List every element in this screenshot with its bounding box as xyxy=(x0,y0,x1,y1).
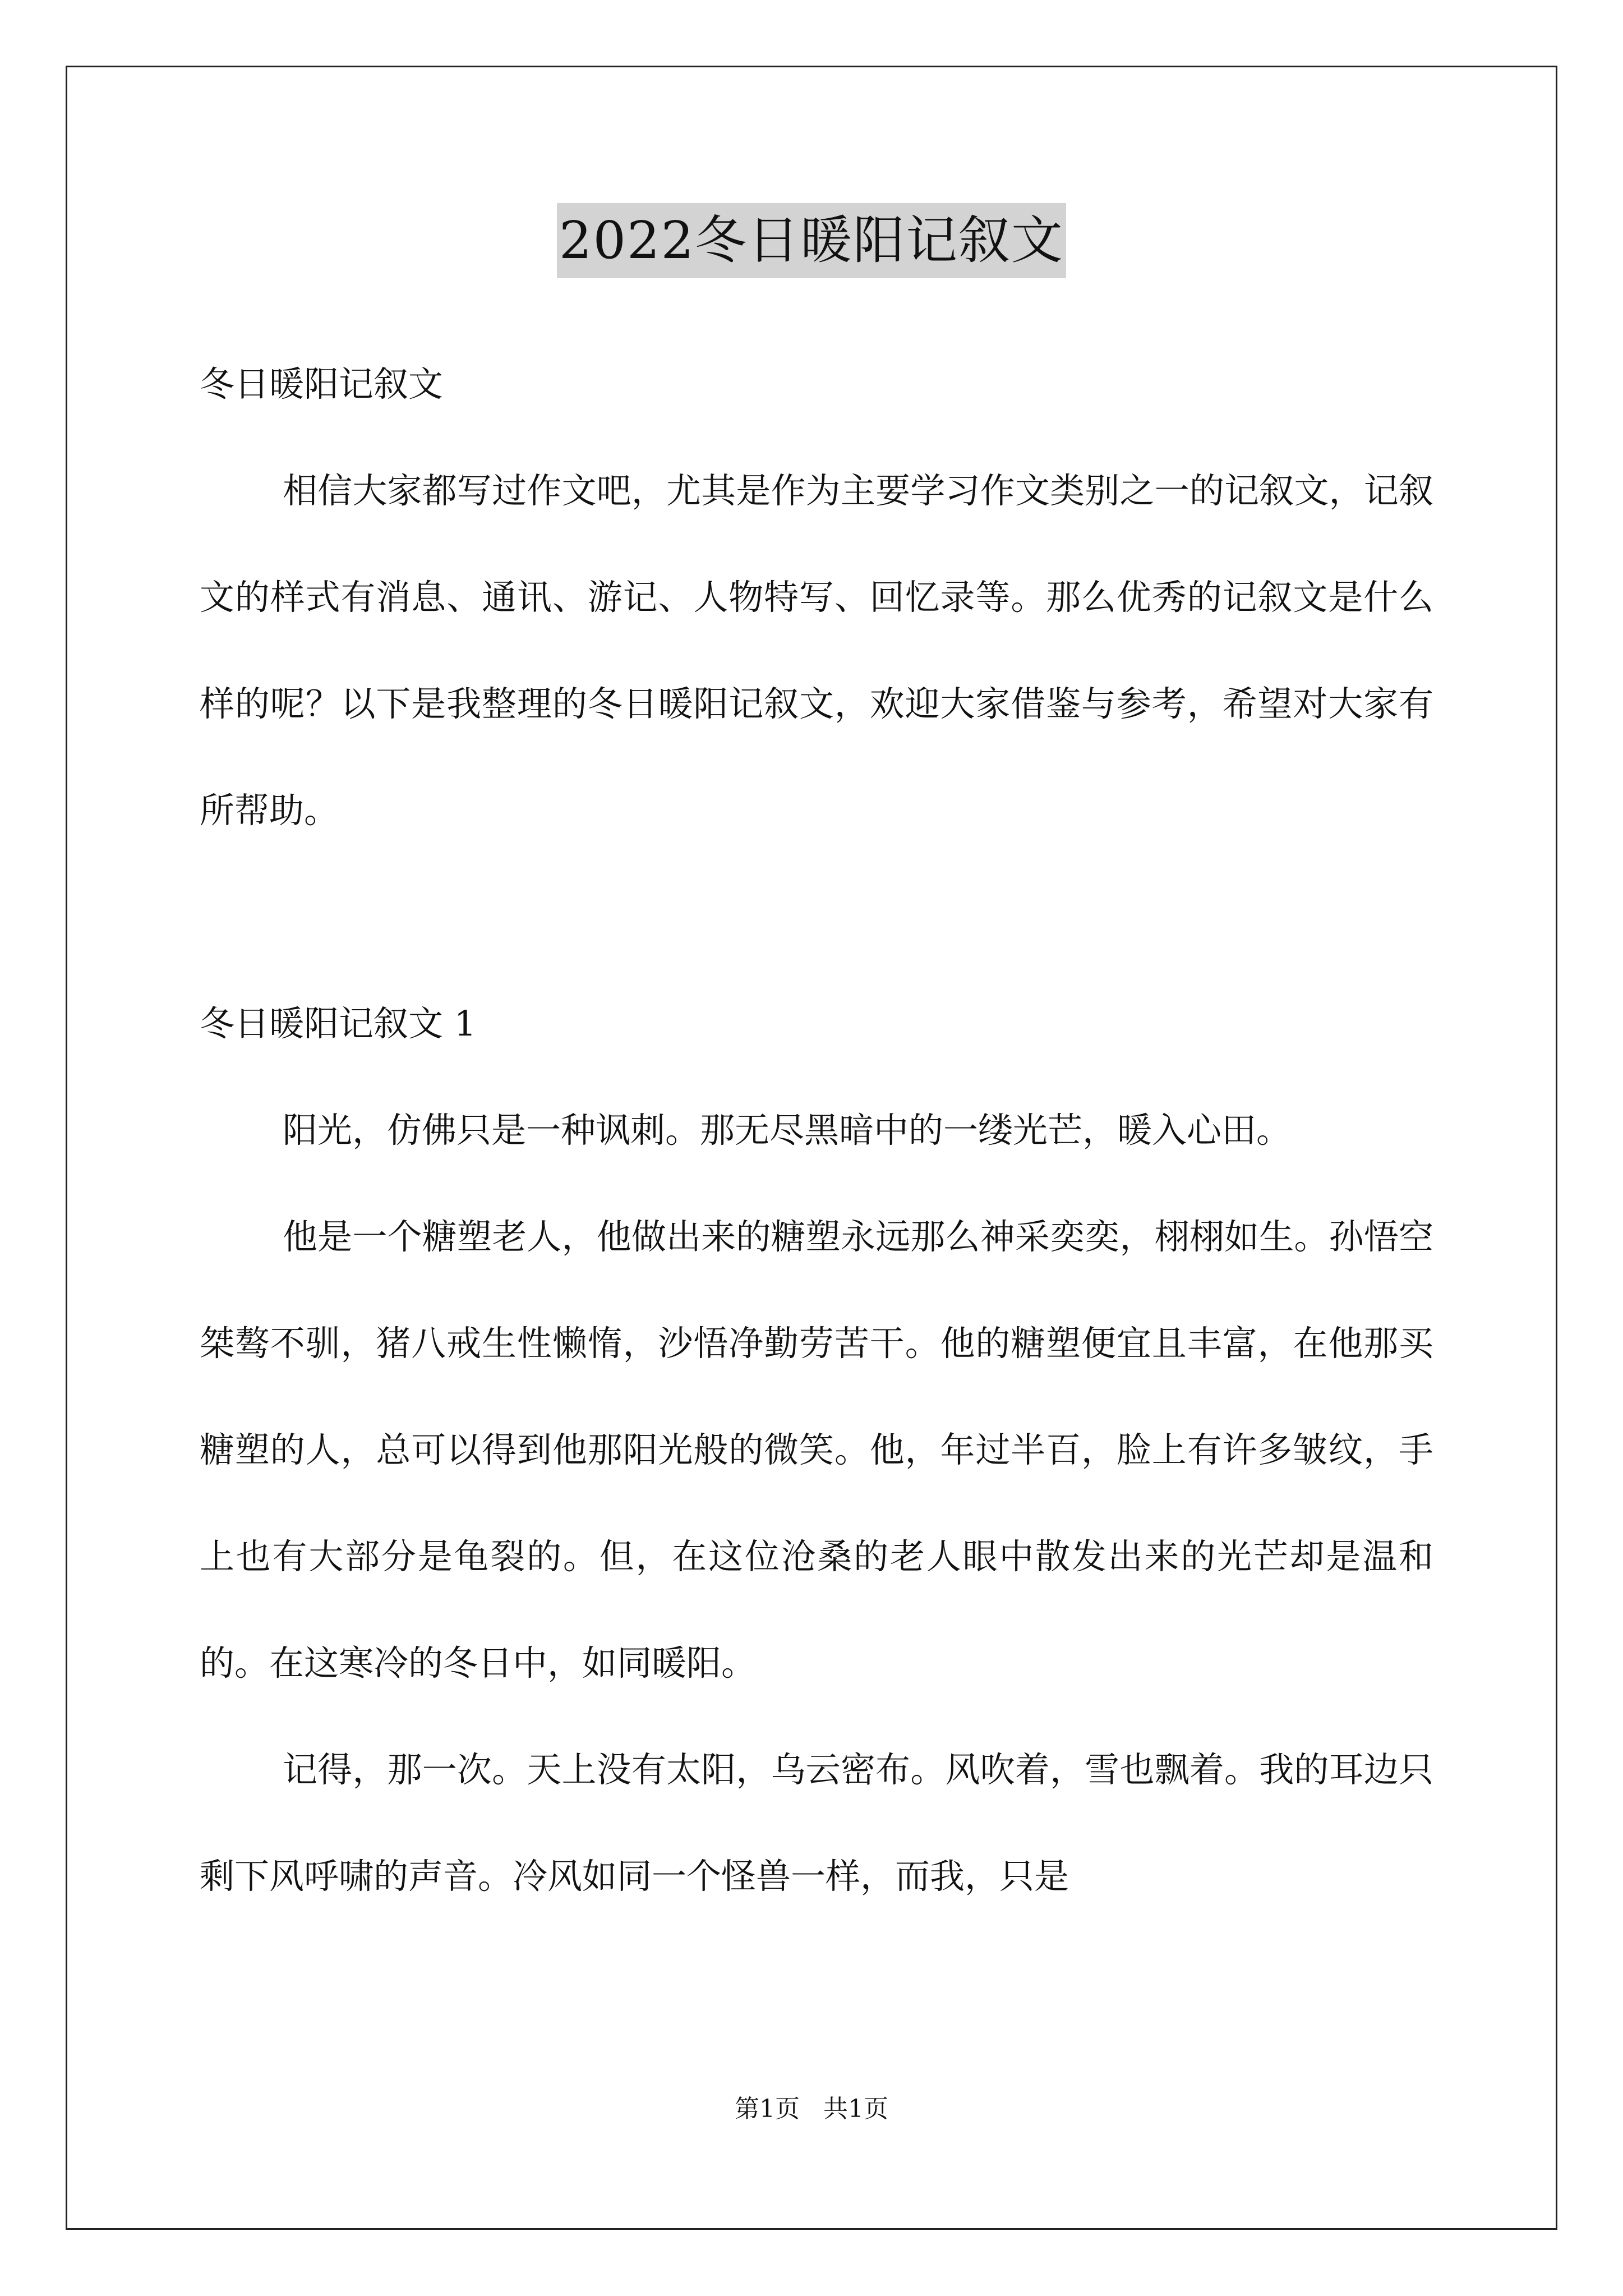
section-heading: 冬日暖阳记叙文 1 xyxy=(200,1003,477,1044)
intro-paragraph: 相信大家都写过作文吧，尤其是作为主要学习作文类别之一的记叙文，记叙文的样式有消息、通讯、游记、人物特写、回忆录等。那么优秀的记叙文是什么样的呢？以下是我整理的冬日暖阳记叙文，欢迎大家借鉴与参考，希望对大家有所帮助。 xyxy=(200,470,1433,831)
document-body xyxy=(200,331,1433,1930)
page-number-footer: 第1页 共1页 xyxy=(735,2095,888,2123)
document-title: 2022冬日暖阳记叙文 xyxy=(557,203,1066,278)
title-container xyxy=(0,203,1623,278)
body-paragraph-1: 阳光，仿佛只是一种讽刺。那无尽黑暗中的一缕光芒，暖入心田。 xyxy=(283,1110,1292,1151)
section-gap xyxy=(200,864,1433,970)
body-paragraph-2: 他是一个糖塑老人，他做出来的糖塑永远那么神采奕奕，栩栩如生。孙悟空桀骜不驯，猪八戒生性懒惰，沙悟净勤劳苦干。他的糖塑便宜且丰富，在他那买糖塑的人，总可以得到他那阳光般的微笑。他，年过半百，脸上有许多皱纹，手上也有大部分是龟裂的。但，在这位沧桑的老人眼中散发出来的光芒却是温和的。在这寒冷的冬日中，如同暖阳。 xyxy=(200,1216,1433,1683)
body-paragraph-3: 记得，那一次。天上没有太阳，乌云密布。风吹着，雪也飘着。我的耳边只剩下风呼啸的声音。冷风如同一个怪兽一样，而我，只是 xyxy=(200,1749,1433,1897)
document-subheading: 冬日暖阳记叙文 xyxy=(200,364,444,404)
